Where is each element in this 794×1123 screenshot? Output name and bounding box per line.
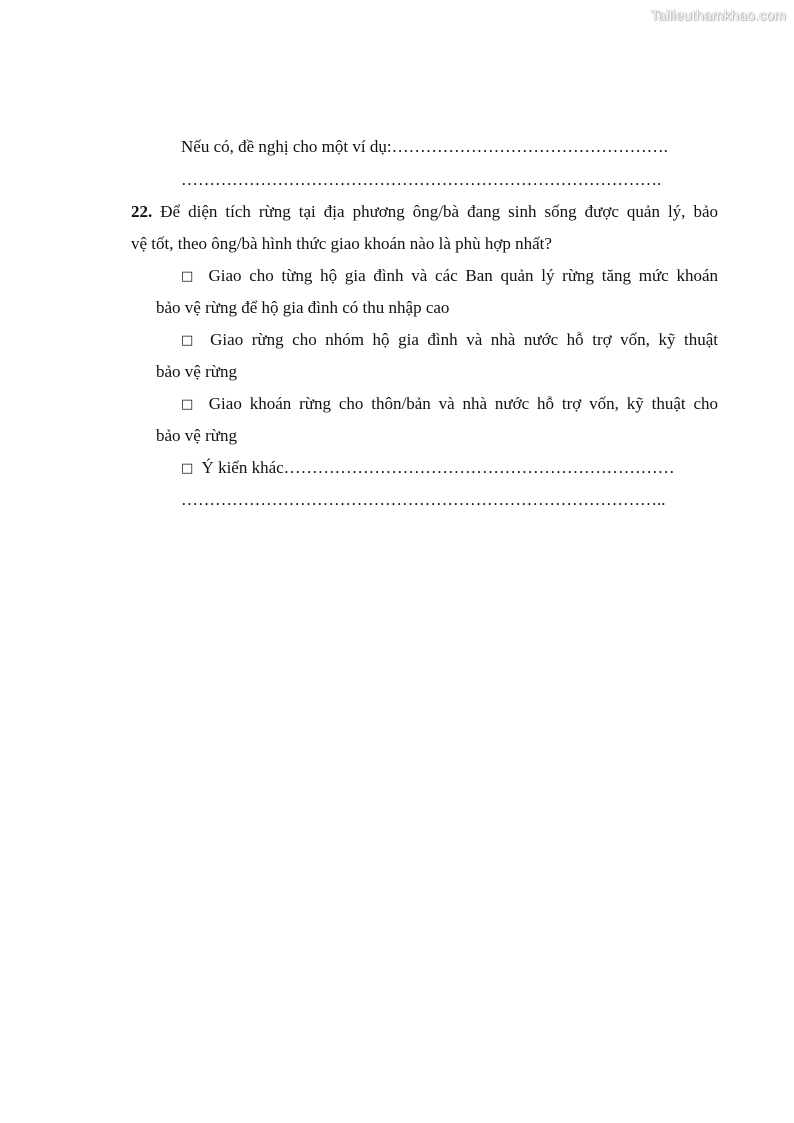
question-22-line-1	[131, 202, 718, 222]
example-prompt-line: Nếu có, đề nghị cho một ví dụ:………………………………………….	[181, 137, 668, 156]
option-3-line-1	[181, 394, 718, 416]
checkbox-icon[interactable]: □	[181, 461, 194, 476]
option-2-text: Giao rừng cho nhóm hộ gia đình và nhà nước hỗ trợ vốn, kỹ thuật	[210, 330, 719, 349]
checkbox-icon[interactable]: □	[181, 397, 197, 412]
question-22-line-2: vệ tốt, theo ông/bà hình thức giao khoán nào là phù hợp nhất?	[131, 234, 552, 253]
option-3-text: Giao khoán rừng cho thôn/bản và nhà nước hỗ trợ vốn, kỹ thuật cho	[208, 394, 718, 413]
option-other-dots: …………………………………………………………………………..	[181, 490, 666, 509]
option-1-line-2: bảo vệ rừng để hộ gia đình có thu nhập cao	[156, 298, 450, 317]
option-2-line-2: bảo vệ rừng	[156, 362, 237, 381]
site-watermark: Tailieuthamkhao.com	[650, 7, 786, 23]
checkbox-icon[interactable]: □	[181, 333, 198, 348]
example-answer-dots: ………………………………………………………………………….	[181, 170, 662, 189]
checkbox-icon[interactable]: □	[181, 269, 197, 284]
option-3-line-2: bảo vệ rừng	[156, 426, 237, 445]
option-other-label: Ý kiến khác……………………………………………………………	[201, 458, 675, 477]
option-1-text: Giao cho từng hộ gia đình và các Ban quản lý rừng tăng mức khoán	[208, 266, 718, 285]
question-number: 22.	[131, 202, 153, 221]
question-text-line-1: Để diện tích rừng tại địa phương ông/bà đang sinh sống được quản lý, bảo	[160, 202, 718, 221]
option-other-line-1	[181, 458, 675, 480]
option-1-line-1	[181, 266, 718, 288]
option-2-line-1	[181, 330, 718, 352]
